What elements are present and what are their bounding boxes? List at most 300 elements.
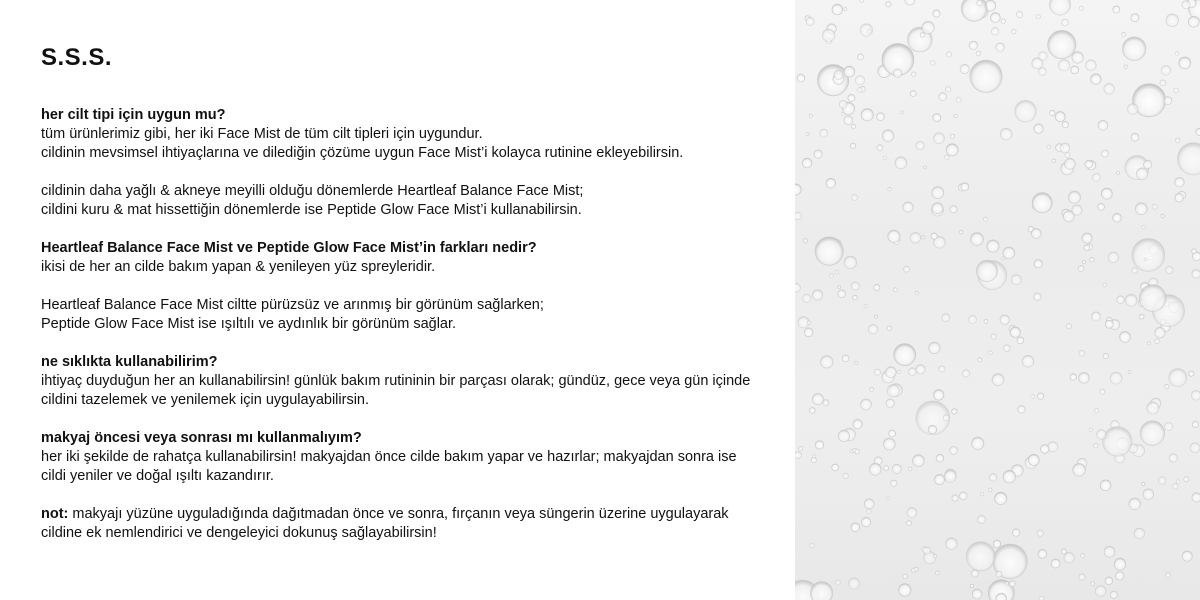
water-droplet — [1009, 581, 1015, 587]
water-droplet — [1036, 15, 1040, 19]
water-droplet — [939, 366, 945, 372]
faq-answer-paragraph — [41, 372, 786, 410]
water-droplet — [1196, 128, 1200, 135]
page-title: S.S.S. — [41, 44, 113, 71]
water-droplet — [1034, 293, 1041, 300]
answer-line: tüm ürünlerimiz gibi, her iki Face Mist de tüm cilt tipleri için uygundur. — [41, 126, 483, 142]
water-droplet — [984, 319, 988, 323]
water-droplet — [832, 464, 839, 471]
water-droplet — [1010, 327, 1020, 337]
water-droplet — [1085, 160, 1093, 168]
water-droplet — [989, 351, 993, 355]
water-droplet — [1068, 191, 1080, 203]
water-droplet — [1152, 204, 1157, 209]
faq-item — [41, 353, 786, 410]
water-droplet — [886, 367, 897, 378]
faq-answer-paragraph — [41, 258, 786, 277]
water-droplet — [960, 64, 969, 73]
faq-question: makyaj öncesi veya sonrası mı kullanmalıyım? — [41, 430, 362, 446]
water-droplet — [1055, 111, 1065, 121]
water-droplet — [1065, 152, 1070, 157]
water-droplet — [853, 419, 863, 429]
water-droplet — [810, 543, 815, 548]
water-droplet — [1165, 384, 1169, 388]
water-droplet — [822, 29, 835, 42]
answer-line: cildini kuru & mat hissettiğin dönemlerde ise Peptide Glow Face Mist’i kullanabilirsin. — [41, 202, 582, 218]
water-droplet — [913, 455, 925, 467]
water-droplet — [1000, 315, 1010, 325]
water-droplet — [795, 184, 801, 195]
water-droplet — [1012, 29, 1017, 34]
water-droplet — [803, 294, 811, 302]
water-droplet — [864, 305, 867, 308]
water-droplet — [877, 145, 883, 151]
water-droplet — [1131, 14, 1139, 22]
water-droplet — [992, 374, 1004, 386]
water-droplet — [936, 454, 944, 462]
water-droplet — [932, 203, 943, 214]
answer-line: cildini tazelemek ve yenilemek için uygulayabilirsin. — [41, 392, 370, 408]
water-droplet — [1113, 6, 1120, 13]
water-droplet — [1103, 283, 1107, 287]
answer-line: Peptide Glow Face Mist ise ışıltılı ve aydınlık bir görünüm sağlar. — [41, 316, 457, 332]
water-droplet — [838, 285, 841, 288]
water-droplet — [1073, 463, 1086, 476]
water-droplet — [797, 74, 805, 82]
water-droplet — [1037, 530, 1043, 536]
water-droplet — [1095, 586, 1106, 597]
water-droplet — [888, 230, 900, 242]
water-droplet — [946, 52, 951, 57]
water-droplet — [860, 0, 864, 2]
water-droplet — [1142, 226, 1146, 230]
water-droplet — [867, 509, 872, 514]
faq-content — [41, 44, 786, 562]
water-droplet — [1092, 173, 1100, 181]
water-droplet — [1017, 337, 1024, 344]
faq-item — [41, 239, 786, 334]
water-droplet — [852, 194, 858, 200]
water-droplet — [891, 480, 898, 487]
water-droplet — [946, 538, 958, 550]
water-droplet — [1169, 369, 1187, 387]
water-droplet — [1094, 444, 1098, 448]
water-droplet — [868, 324, 877, 333]
water-droplet — [943, 415, 949, 421]
water-droplet — [910, 91, 916, 97]
water-droplet — [978, 515, 986, 523]
water-droplet — [1094, 409, 1098, 413]
water-droplet — [1142, 482, 1145, 485]
water-droplet — [1084, 245, 1090, 251]
water-droplet — [883, 438, 895, 450]
water-droplet — [802, 158, 812, 168]
water-droplet — [1122, 32, 1126, 36]
water-droplet — [956, 97, 961, 102]
water-droplet — [1114, 558, 1126, 570]
water-droplet — [1031, 395, 1035, 399]
water-droplet — [899, 584, 912, 597]
water-droplet — [950, 446, 958, 454]
water-droplet — [976, 260, 997, 281]
water-droplet — [1169, 454, 1177, 462]
water-droplet — [939, 93, 947, 101]
water-droplet — [835, 580, 840, 585]
water-droplet — [968, 315, 976, 323]
water-droplet — [1117, 296, 1125, 304]
water-droplet — [1136, 168, 1148, 180]
water-droplet — [848, 578, 859, 589]
water-droplet — [815, 237, 843, 265]
water-droplet — [1005, 581, 1009, 585]
water-droplet — [932, 187, 944, 199]
water-droplet — [1113, 213, 1122, 222]
water-droplet — [1097, 430, 1107, 440]
water-droplet — [834, 70, 843, 79]
water-droplet — [907, 508, 917, 518]
water-droplet — [892, 464, 901, 473]
water-droplet — [1134, 528, 1145, 539]
water-droplet — [874, 315, 877, 318]
water-droplet — [1090, 257, 1095, 262]
water-droplet — [1034, 260, 1042, 268]
water-droplet — [1058, 59, 1070, 71]
water-droplet — [795, 452, 801, 459]
water-droplet — [844, 256, 857, 269]
answer-line: cildinin daha yağlı & akneye meyilli olduğu dönemlerde Heartleaf Balance Face Mist; — [41, 183, 584, 199]
water-droplet — [969, 41, 978, 50]
water-droplet — [883, 156, 887, 160]
water-droplet — [1166, 266, 1173, 273]
water-droplet — [844, 116, 853, 125]
water-droplet — [851, 523, 860, 532]
water-droplet — [874, 369, 880, 375]
water-droplet — [861, 109, 873, 121]
water-droplet — [916, 141, 925, 150]
water-droplet — [1086, 60, 1097, 71]
water-droplet — [1100, 389, 1105, 394]
water-droplet — [1179, 57, 1191, 69]
water-droplet — [991, 334, 996, 339]
water-droplet — [928, 425, 937, 434]
water-droplet — [1122, 37, 1146, 61]
water-droplet — [1037, 393, 1043, 399]
water-droplet — [835, 270, 839, 274]
water-droplet — [915, 291, 919, 295]
water-droplet — [1173, 483, 1179, 489]
water-droplet — [1100, 480, 1111, 491]
water-droplet — [1129, 498, 1141, 510]
water-droplet — [961, 0, 987, 21]
water-droplet — [886, 2, 891, 7]
water-droplet — [1081, 554, 1085, 558]
water-droplet — [861, 399, 872, 410]
water-droplet — [1091, 312, 1100, 321]
water-droplet — [1038, 549, 1047, 558]
water-droplet — [795, 212, 802, 219]
water-droplet — [972, 589, 982, 599]
water-droplet — [884, 466, 889, 471]
water-droplet — [993, 540, 1001, 548]
water-droplet — [1078, 266, 1084, 272]
water-droplet — [944, 470, 956, 482]
water-droplet — [910, 232, 921, 243]
water-droplet — [1160, 80, 1166, 86]
water-droplet — [1135, 203, 1147, 215]
water-droplet — [931, 233, 937, 239]
water-droplet — [908, 467, 912, 471]
faq-item — [41, 106, 786, 220]
water-droplet — [1066, 324, 1071, 329]
water-droplet — [1110, 591, 1118, 599]
water-droplet — [1192, 421, 1199, 428]
water-droplet — [1003, 345, 1010, 352]
water-droplet — [1192, 493, 1200, 502]
water-droplet — [1124, 65, 1128, 69]
water-droplet — [977, 0, 983, 6]
water-droplets-image — [795, 0, 1200, 600]
water-droplet — [851, 282, 859, 290]
answer-line: ihtiyaç duyduğun her an kullanabilirsin! günlük bakım rutininin bir parçası olarak; gündüz, gece veya gün içinde — [41, 373, 751, 389]
water-droplet — [936, 571, 940, 575]
water-droplet — [1103, 353, 1109, 359]
water-droplet — [864, 499, 874, 509]
water-droplet — [1039, 596, 1044, 600]
water-droplet — [907, 521, 912, 526]
water-droplet — [1079, 372, 1090, 383]
water-droplet — [1174, 88, 1179, 93]
water-droplet — [1072, 52, 1084, 64]
water-droplet — [1115, 571, 1124, 580]
answer-line: cildinin mevsimsel ihtiyaçlarına ve dilediğin çözüme uygun Face Mist’i kolayca rutinine ekleyebilirsin. — [41, 145, 684, 161]
water-droplet — [1003, 470, 1016, 483]
water-droplet — [1175, 138, 1180, 143]
water-droplet — [911, 568, 915, 572]
water-droplet — [976, 51, 981, 56]
answer-line: Heartleaf Balance Face Mist ciltte pürüzsüz ve arınmış bir görünüm sağlarken; — [41, 297, 544, 313]
water-droplet — [996, 571, 1002, 577]
note-text: makyajı yüzüne uyguladığında dağıtmadan önce ve sonra, fırçanın veya süngerin üzerine uygulayarak — [68, 506, 729, 522]
water-droplet — [1032, 193, 1052, 213]
water-droplet — [950, 206, 957, 213]
water-droplet — [869, 463, 881, 475]
water-droplet — [861, 517, 871, 527]
water-droplet — [929, 342, 941, 354]
water-droplet — [987, 240, 999, 252]
water-droplet — [1015, 100, 1037, 122]
faq-answer-paragraph — [41, 448, 786, 486]
water-droplet — [1048, 30, 1076, 58]
water-droplet — [1028, 454, 1039, 465]
water-droplet — [889, 430, 896, 437]
water-droplet — [893, 288, 897, 292]
water-droplet — [888, 187, 892, 191]
water-droplet — [1098, 120, 1108, 130]
water-droplet — [806, 17, 814, 25]
water-droplet — [962, 370, 969, 377]
faq-answer-paragraph — [41, 182, 786, 220]
water-droplet — [1049, 0, 1070, 15]
water-droplet — [909, 368, 917, 376]
water-droplet — [820, 129, 828, 137]
water-droplet — [942, 314, 950, 322]
water-droplet — [811, 457, 816, 462]
water-droplet — [1062, 19, 1069, 26]
water-droplet — [1082, 260, 1085, 263]
water-droplet — [1192, 269, 1200, 278]
water-droplet — [996, 43, 1005, 52]
water-droplet — [1089, 428, 1092, 431]
water-droplet — [897, 370, 900, 373]
water-droplet — [1164, 422, 1172, 430]
water-droplet — [815, 441, 824, 450]
water-droplet — [1040, 445, 1049, 454]
note-line — [41, 505, 786, 524]
water-droplet — [821, 356, 834, 369]
water-droplet — [1064, 158, 1075, 169]
water-droplet — [857, 54, 863, 60]
water-droplet — [844, 66, 855, 77]
water-droplet — [807, 321, 811, 325]
water-droplet — [933, 114, 941, 122]
water-droplet — [905, 0, 915, 5]
water-droplet — [1182, 551, 1192, 561]
water-droplet — [1161, 65, 1171, 75]
water-droplet — [812, 394, 823, 405]
water-droplet — [1062, 121, 1069, 128]
water-droplet — [1103, 427, 1133, 457]
water-droplet — [934, 474, 944, 484]
water-droplet — [1038, 52, 1047, 61]
water-droplet — [838, 430, 850, 442]
water-droplet — [1184, 477, 1189, 482]
water-droplet — [1060, 143, 1070, 153]
water-droplet — [1052, 159, 1056, 163]
water-droplet — [1051, 559, 1060, 568]
water-droplet — [1127, 104, 1138, 115]
water-droplet — [952, 495, 958, 501]
water-droplet — [922, 236, 925, 239]
water-droplet — [1144, 160, 1152, 168]
water-droplet — [850, 143, 856, 149]
water-droplet — [895, 157, 907, 169]
water-droplet — [842, 355, 849, 362]
water-droplet — [961, 183, 969, 191]
faq-answer-paragraph — [41, 296, 786, 334]
water-droplet — [971, 233, 984, 246]
water-droplet — [1155, 339, 1160, 344]
water-droplet — [886, 497, 889, 500]
water-droplet — [911, 72, 916, 77]
water-droplet — [874, 284, 880, 290]
faq-answer-paragraph — [41, 125, 786, 163]
answer-line: ikisi de her an cilde bakım yapan & yenileyen yüz spreyleridir. — [41, 259, 436, 275]
water-droplet — [1105, 577, 1113, 585]
water-droplet — [853, 449, 857, 453]
faq-item — [41, 429, 786, 486]
water-droplet — [812, 290, 822, 300]
water-droplet — [1190, 443, 1200, 453]
water-droplet — [966, 542, 995, 571]
water-droplet — [1132, 268, 1138, 274]
water-droplet — [886, 399, 895, 408]
water-droplet — [803, 239, 807, 243]
water-droplet — [1034, 124, 1044, 134]
water-droplet — [922, 21, 935, 34]
water-droplet — [1082, 233, 1092, 243]
water-droplet — [1064, 552, 1075, 563]
water-droplet — [952, 409, 958, 415]
water-droplet — [1079, 574, 1085, 580]
water-droplet — [901, 111, 904, 114]
water-droplet — [1012, 529, 1020, 537]
water-droplet — [1018, 406, 1026, 414]
water-droplet — [978, 358, 982, 362]
water-droplet — [959, 230, 962, 233]
water-droplet — [983, 217, 987, 221]
water-droplet — [1120, 331, 1131, 342]
water-droplet — [1189, 371, 1194, 376]
water-droplet — [944, 155, 949, 160]
water-droplet — [1079, 350, 1085, 356]
water-droplet — [1050, 110, 1055, 115]
water-droplet — [1104, 546, 1115, 557]
water-droplet — [1192, 249, 1197, 254]
water-droplet — [851, 124, 855, 128]
water-droplet — [1143, 489, 1154, 500]
answer-line: her iki şekilde de rahatça kullanabilirsin! makyajdan önce cilde bakım yapar ve hazırlar; makyajdan sonra ise — [41, 449, 737, 465]
water-droplet — [1000, 128, 1012, 140]
water-droplet — [877, 113, 885, 121]
note — [41, 505, 786, 543]
water-droplet — [1140, 421, 1165, 446]
water-droplet — [1175, 193, 1184, 202]
water-droplet — [804, 328, 813, 337]
water-droplet — [916, 365, 925, 374]
answer-line: cildi yeniler ve doğal ışıltı kazandırır. — [41, 468, 274, 484]
note-line: cildine ek nemlendirici ve dengeleyici dokunuş sağlayabilirsin! — [41, 525, 437, 541]
water-droplet — [882, 130, 894, 142]
water-droplet — [970, 584, 973, 587]
water-droplet — [855, 75, 865, 85]
water-droplet — [806, 132, 809, 135]
faq-question: ne sıklıkta kullanabilirim? — [41, 354, 218, 370]
faq-question: her cilt tipi için uygun mu? — [41, 107, 226, 123]
water-droplet — [795, 283, 801, 292]
faq-question: Heartleaf Balance Face Mist ve Peptide Glow Face Mist’in farkları nedir? — [41, 240, 537, 256]
droplets-svg — [795, 0, 1200, 600]
water-droplet — [1016, 11, 1023, 18]
water-droplet — [1144, 258, 1147, 261]
water-droplet — [1125, 294, 1137, 306]
water-droplet — [950, 134, 954, 138]
water-droplet — [1139, 285, 1166, 312]
water-droplet — [970, 60, 1002, 92]
water-droplet — [838, 290, 846, 298]
water-droplet — [920, 32, 925, 37]
water-droplet — [1031, 228, 1041, 238]
water-droplet — [857, 87, 862, 92]
water-droplet — [904, 266, 910, 272]
water-droplet — [809, 408, 815, 414]
water-droplet — [1048, 442, 1058, 452]
water-droplet — [870, 387, 874, 391]
water-droplet — [995, 492, 1007, 504]
water-droplet — [988, 488, 992, 492]
water-droplet — [1022, 355, 1034, 367]
water-droplet — [1047, 145, 1051, 149]
water-droplet — [1131, 133, 1139, 141]
